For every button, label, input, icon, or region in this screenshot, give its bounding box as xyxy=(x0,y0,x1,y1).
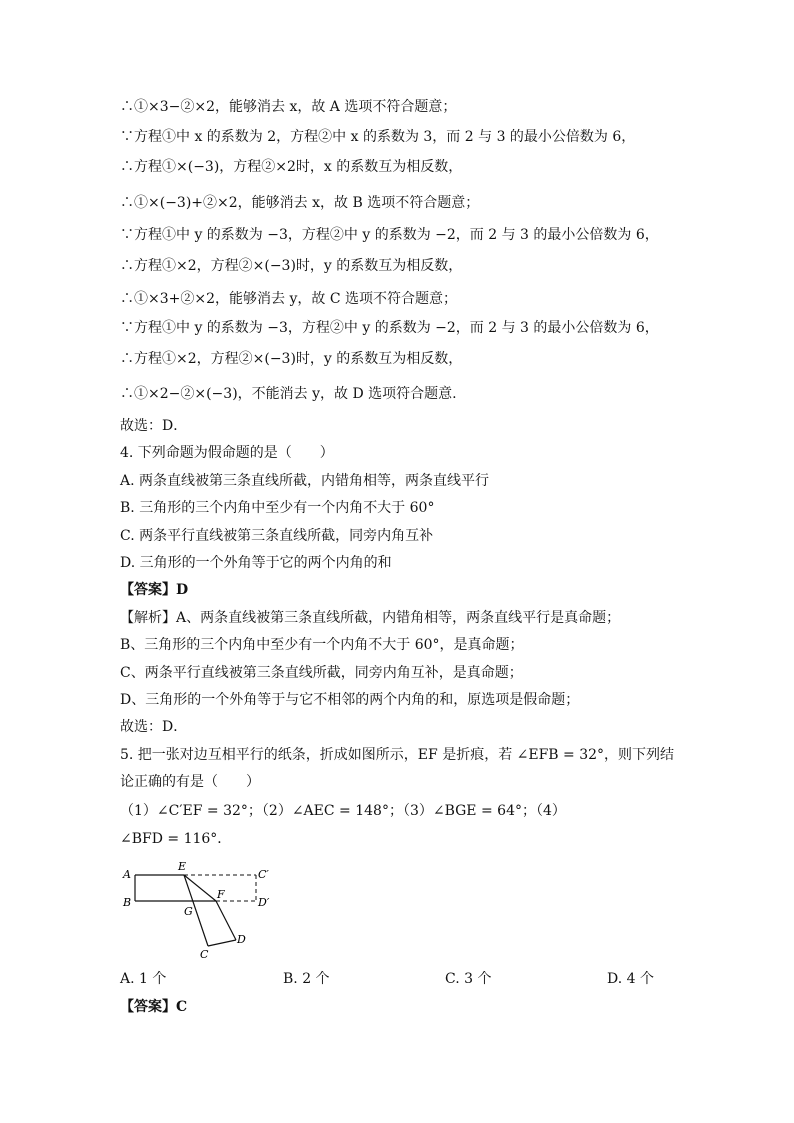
question-5-option-b: B. 2 个 xyxy=(283,971,330,987)
label-e: E xyxy=(178,860,187,873)
question-4-option-a: A. 两条直线被第三条直线所截，内错角相等，两条直线平行 xyxy=(120,473,490,489)
solution-line: ∵方程①中 y 的系数为 −3，方程②中 y 的系数为 −2，而 2 与 3 的最小公倍数为 6， xyxy=(120,320,659,336)
question-4-option-b: B. 三角形的三个内角中至少有一个内角不大于 60° xyxy=(120,500,435,516)
solution-line: ∴方程①×2，方程②×(−3)时，y 的系数互为相反数， xyxy=(120,258,463,274)
label-c-prime: C′ xyxy=(258,868,269,881)
solution-line: ∴方程①×(−3)，方程②×2时，x 的系数互为相反数， xyxy=(120,159,463,175)
analysis-line: 【解析】A、两条直线被第三条直线所截，内错角相等，两条直线平行是真命题； xyxy=(120,610,621,626)
question-5-option-d: D. 4 个 xyxy=(607,971,654,987)
solution-line: ∵方程①中 y 的系数为 −3，方程②中 y 的系数为 −2，而 2 与 3 的最小公倍数为 6， xyxy=(120,227,659,243)
label-d-prime: D′ xyxy=(258,896,270,909)
question-5-stem: 5. 把一张对边互相平行的纸条，折成如图所示，EF 是折痕，若 ∠EFB = 32°，则下列结 xyxy=(120,747,675,763)
analysis-line: B、三角形的三个内角中至少有一个内角不大于 60°，是真命题； xyxy=(120,637,524,653)
question-4-answer: 【答案】D xyxy=(120,582,189,598)
label-b: B xyxy=(123,896,132,909)
solution-line: ∴方程①×2，方程②×(−3)时，y 的系数互为相反数， xyxy=(120,351,463,367)
question-5-stem-cont: 论正确的有是（ ） xyxy=(120,774,260,790)
question-5-option-c: C. 3 个 xyxy=(445,971,492,987)
folded-paper-figure xyxy=(118,858,288,966)
question-5-answer: 【答案】C xyxy=(120,999,188,1015)
label-f: F xyxy=(217,888,225,901)
label-c: C xyxy=(200,948,209,961)
solution-line: ∵方程①中 x 的系数为 2，方程②中 x 的系数为 3，而 2 与 3 的最小公倍数为 6， xyxy=(120,129,636,145)
label-d: D xyxy=(237,933,246,946)
question-4-option-c: C. 两条平行直线被第三条直线所截，同旁内角互补 xyxy=(120,528,434,544)
conclusion-line: 故选：D． xyxy=(120,719,188,735)
analysis-line: D、三角形的一个外角等于与它不相邻的两个内角的和，原选项是假命题； xyxy=(120,692,580,708)
analysis-line: C、两条平行直线被第三条直线所截，同旁内角互补，是真命题； xyxy=(120,665,523,681)
question-4-stem: 4. 下列命题为假命题的是（ ） xyxy=(120,445,334,461)
question-4-option-d: D. 三角形的一个外角等于它的两个内角的和 xyxy=(120,555,392,571)
question-5-statements: （1）∠C′EF = 32°；（2）∠AEC = 148°；（3）∠BGE = 64°；（4） xyxy=(120,803,566,819)
solution-line: ∴①×2−②×(−3)，不能消去 y，故 D 选项符合题意. xyxy=(120,386,457,402)
question-5-option-a: A. 1 个 xyxy=(120,971,167,987)
label-a: A xyxy=(123,868,131,881)
solution-line: ∴①×3−②×2，能够消去 x，故 A 选项不符合题意； xyxy=(120,99,457,115)
solution-line: ∴①×3+②×2，能够消去 y，故 C 选项不符合题意； xyxy=(120,291,457,307)
question-5-statements-cont: ∠BFD = 116°． xyxy=(120,831,232,847)
solution-line: ∴①×(−3)+②×2，能够消去 x，故 B 选项不符合题意； xyxy=(120,195,480,211)
conclusion-line: 故选：D． xyxy=(120,418,188,434)
label-g: G xyxy=(184,905,193,918)
